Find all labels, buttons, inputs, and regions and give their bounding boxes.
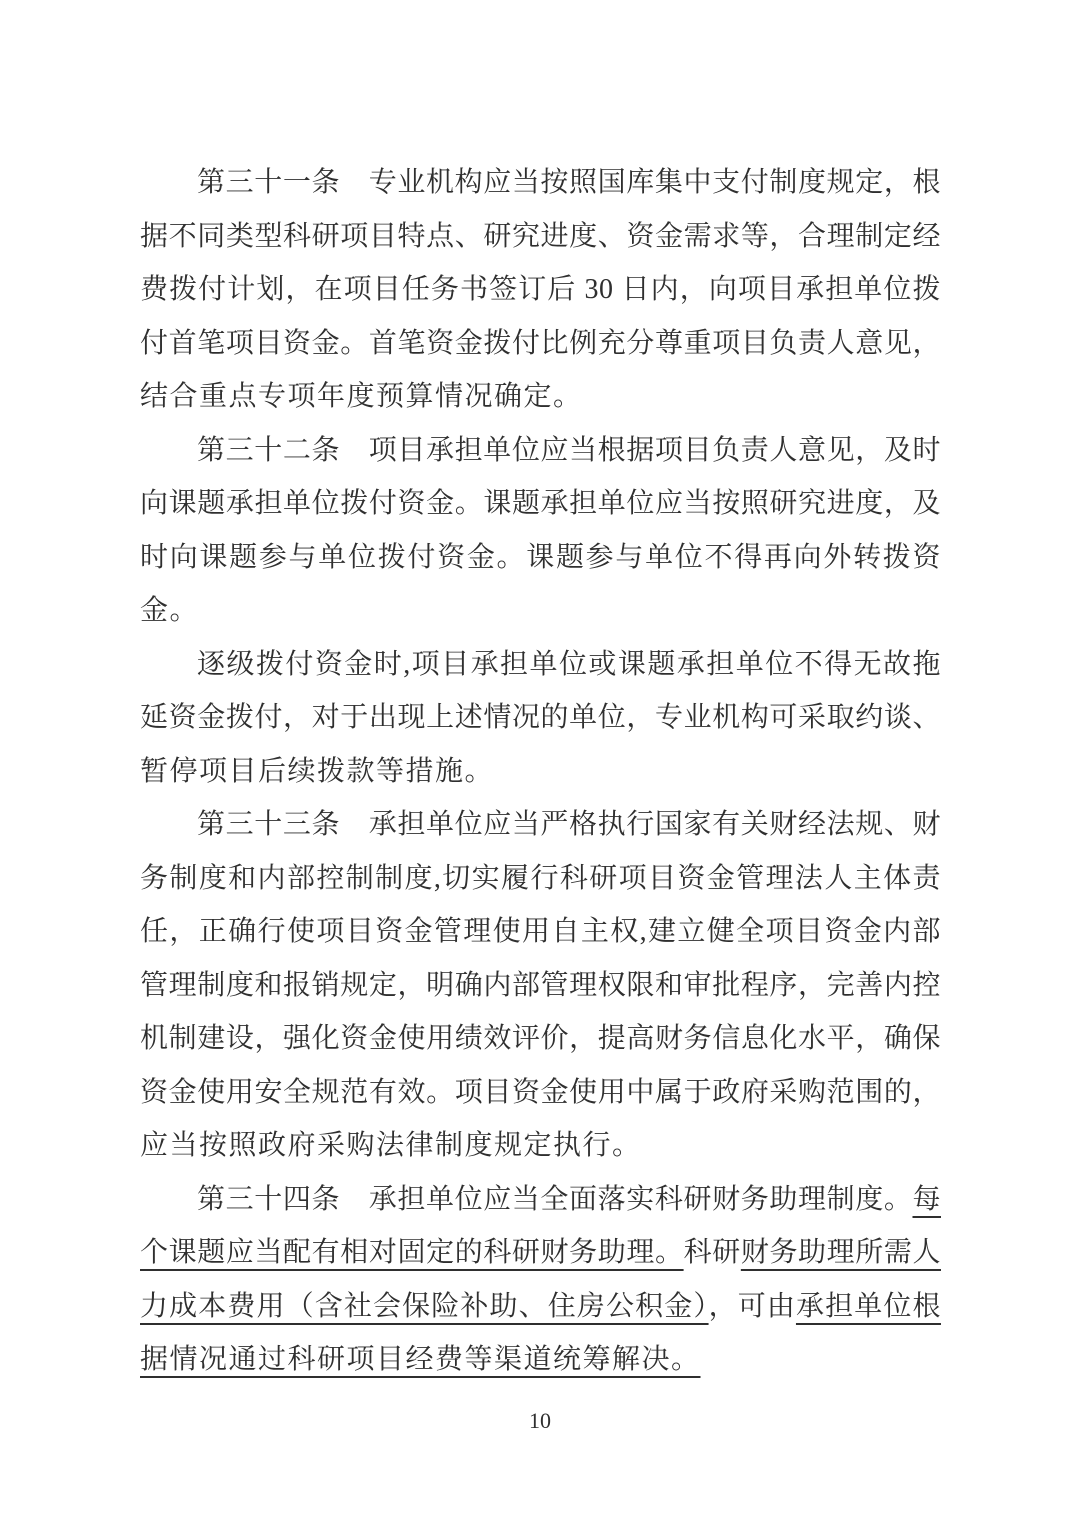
text-segment: ，可由 — [708, 1290, 796, 1322]
underlined-text-segment: 财务助理所需人 — [740, 1237, 941, 1268]
text-segment: 应当按照政府采购法律制度规定执行。 — [140, 1130, 642, 1161]
text-segment: 费拨付计划，在项目任务书签订后 30 日内，向项目承担单位拨 — [140, 274, 941, 305]
text-line — [140, 531, 941, 585]
text-line — [140, 584, 941, 638]
text-line — [140, 210, 941, 264]
text-segment: 向课题承担单位拨付资金。课题承担单位应当按照研究进度，及 — [140, 488, 941, 519]
paragraph-article-34 — [140, 1173, 941, 1387]
text-line — [140, 905, 941, 959]
text-line — [140, 745, 941, 799]
text-segment: 结合重点专项年度预算情况确定。 — [140, 381, 583, 412]
text-segment: 务制度和内部控制制度,切实履行科研项目资金管理法人主体责 — [140, 862, 941, 894]
page-number: 10 — [529, 1408, 551, 1433]
text-segment: 第三十四条 承担单位应当全面落实科研财务助理制度。 — [197, 1183, 913, 1215]
text-segment: 暂停项目后续拨款等措施。 — [140, 755, 495, 787]
text-line — [140, 317, 941, 371]
text-segment: 据不同类型科研项目特点、研究进度、资金需求等，合理制定经 — [140, 220, 941, 252]
text-segment: 资金使用安全规范有效。项目资金使用中属于政府采购范围的， — [140, 1076, 941, 1108]
text-line — [140, 1066, 941, 1120]
text-segment: 第三十一条 专业机构应当按照国库集中支付制度规定，根 — [197, 167, 941, 198]
paragraph-article-32 — [140, 424, 941, 638]
text-line — [140, 1333, 941, 1387]
text-segment: 第三十二条 项目承担单位应当根据项目负责人意见，及时 — [197, 434, 941, 466]
text-line — [140, 424, 941, 478]
text-line — [140, 477, 941, 531]
text-line — [140, 852, 941, 906]
text-line — [140, 156, 941, 210]
underlined-text-segment: 承担单位根 — [795, 1290, 941, 1322]
text-line — [140, 638, 941, 692]
text-line — [140, 263, 941, 317]
text-line — [140, 370, 941, 424]
text-line — [140, 959, 941, 1013]
text-segment: 延资金拨付，对于出现上述情况的单位，专业机构可采取约谈、 — [140, 702, 941, 733]
underlined-text-segment: 据情况通过科研项目经费等渠道统筹解决。 — [140, 1344, 701, 1375]
text-line — [140, 1280, 941, 1334]
text-segment: 科研 — [683, 1237, 741, 1268]
text-segment: 第三十三条 承担单位应当严格执行国家有关财经法规、财 — [197, 809, 941, 840]
paragraph-article-31 — [140, 156, 941, 424]
underlined-text-segment: 个课题应当配有相对固定的科研财务助理。 — [140, 1237, 684, 1268]
text-segment: 管理制度和报销规定，明确内部管理权限和审批程序，完善内控 — [140, 969, 941, 1001]
text-segment: 金。 — [140, 595, 200, 626]
text-segment: 时向课题参与单位拨付资金。课题参与单位不得再向外转拨资 — [140, 541, 941, 573]
document-body — [140, 156, 941, 1387]
text-segment: 付首笔项目资金。首笔资金拨付比例充分尊重项目负责人意见， — [140, 327, 941, 359]
text-line — [140, 691, 941, 745]
text-segment: 逐级拨付资金时,项目承担单位或课题承担单位不得无故拖 — [197, 648, 941, 680]
text-segment: 任，正确行使项目资金管理使用自主权,建立健全项目资金内部 — [140, 916, 941, 947]
text-segment: 机制建设，强化资金使用绩效评价，提高财务信息化水平，确保 — [140, 1023, 941, 1054]
underlined-text-segment: 每 — [912, 1183, 941, 1215]
paragraph-article-32-continuation — [140, 638, 941, 799]
paragraph-article-33 — [140, 798, 941, 1173]
text-line — [140, 1226, 941, 1280]
underlined-text-segment: 力成本费用（含社会保险补助、住房公积金） — [140, 1290, 709, 1322]
text-line — [140, 1173, 941, 1227]
text-line — [140, 1119, 941, 1173]
text-line — [140, 798, 941, 852]
text-line — [140, 1012, 941, 1066]
